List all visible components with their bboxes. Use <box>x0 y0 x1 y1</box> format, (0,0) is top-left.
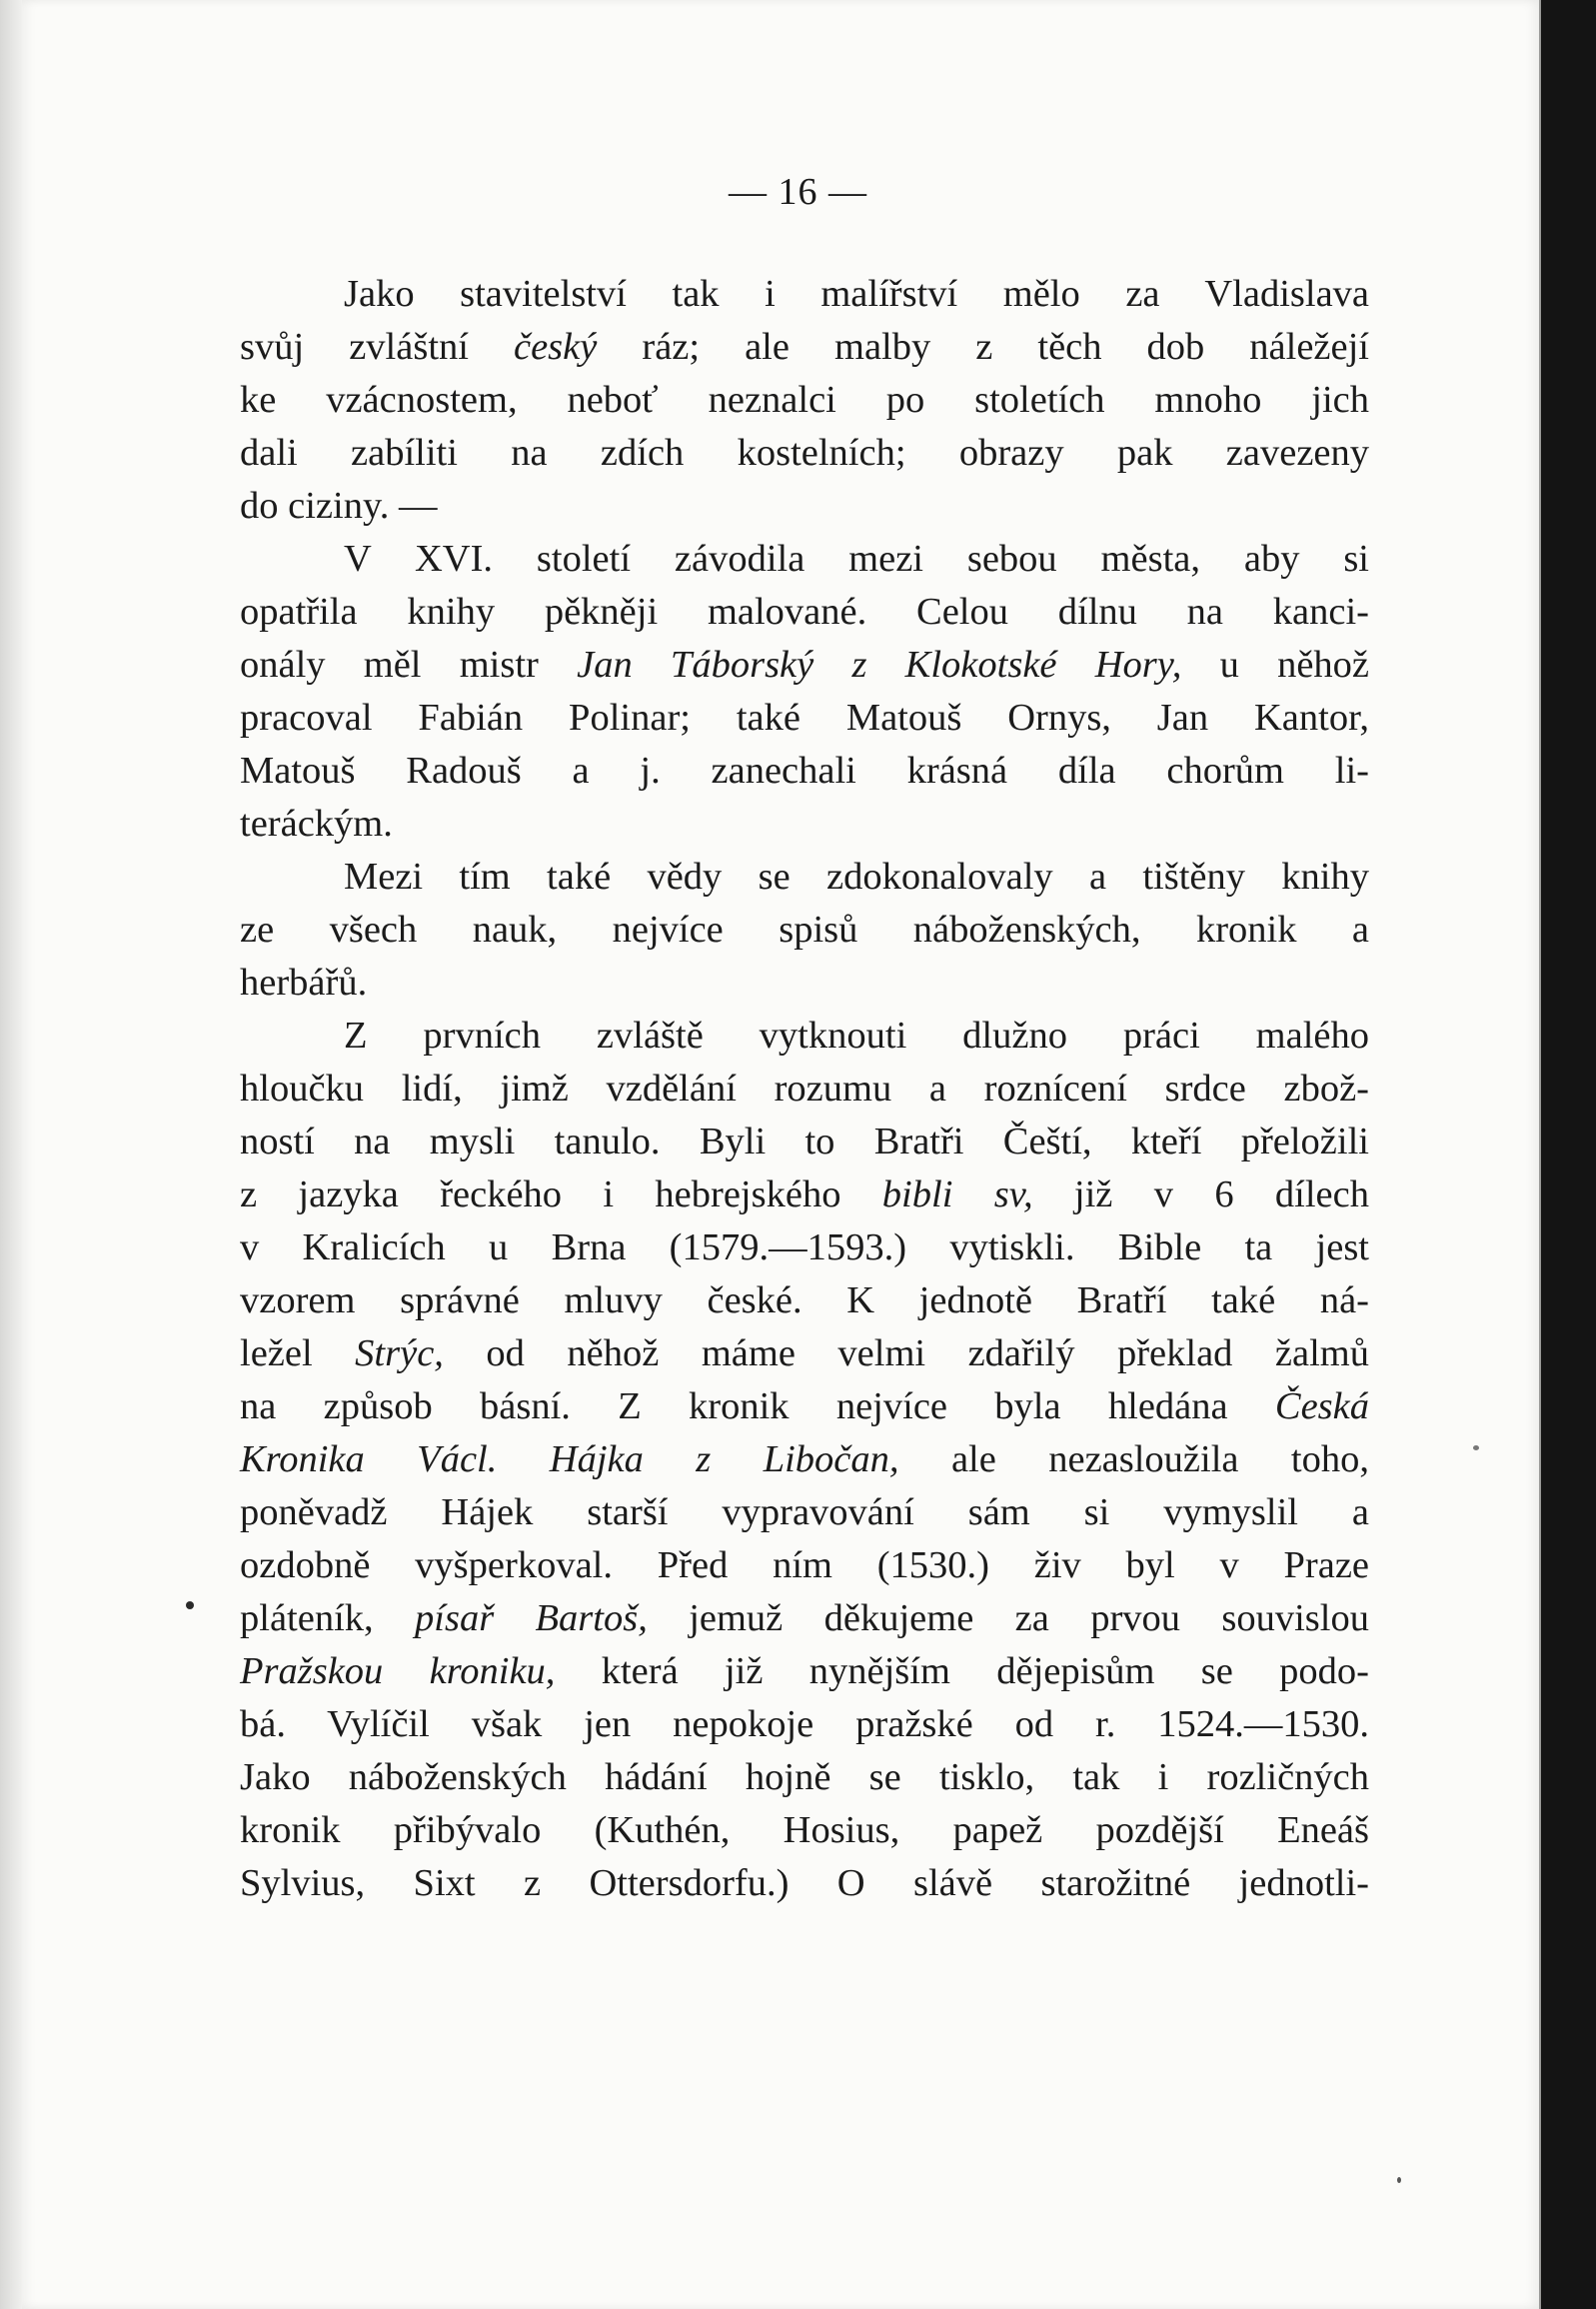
binding-shadow <box>0 0 22 2309</box>
ink-speck <box>1397 2177 1401 2183</box>
text-line <box>240 904 1369 957</box>
italic-text: Česká <box>1274 1385 1369 1427</box>
text-run: Jako náboženských hádání hojně se tisklo, tak i rozličných <box>240 1756 1369 1798</box>
italic-text: český <box>514 326 598 368</box>
body-text <box>240 268 1369 1910</box>
text-run: teráckým. <box>240 803 393 845</box>
text-run: kronik přibývalo (Kuthén, Hosius, papež pozdější Eneáš <box>240 1809 1369 1851</box>
text-run: svůj zvláštní <box>240 326 514 368</box>
text-run: vzorem správné mluvy české. K jednotě Bratří také ná- <box>240 1279 1369 1321</box>
italic-text: Kronika Václ. Hájka z Libočan, <box>240 1438 899 1480</box>
text-run: pláteník, <box>240 1597 416 1639</box>
text-run: ale nezasloužila toho, <box>898 1438 1369 1480</box>
text-run: poněvadž Hájek starší vypravování sám si vymyslil a <box>240 1491 1369 1533</box>
italic-text: bibli sv, <box>881 1173 1033 1215</box>
text-run: opatřila knihy pěkněji malované. Celou dílnu na kanci- <box>240 591 1369 633</box>
text-run: ráz; ale malby z těch dob náležejí <box>597 326 1370 368</box>
text-line <box>240 745 1369 798</box>
text-run: Mezi tím také vědy se zdokonalovaly a tištěny knihy <box>344 856 1369 898</box>
page-number: — 16 — <box>729 171 867 213</box>
text-line <box>240 427 1369 480</box>
text-line <box>240 1539 1369 1592</box>
italic-text: Strýc, <box>355 1332 444 1374</box>
text-run: u něhož <box>1181 644 1369 686</box>
text-run: v Kralicích u Brna (1579.—1593.) vytiskli. Bible ta jest <box>240 1226 1369 1268</box>
text-line <box>240 851 1369 904</box>
ink-speck <box>186 1601 194 1609</box>
text-line <box>240 1751 1369 1804</box>
text-run: V XVI. století závodila mezi sebou města, aby si <box>344 538 1369 580</box>
text-run: ze všech nauk, nejvíce spisů náboženských, kronik a <box>240 909 1369 951</box>
text-line <box>240 957 1369 1010</box>
text-run: ke vzácnostem, neboť neznalci po stoletích mnoho jich <box>240 379 1369 421</box>
text-line <box>240 374 1369 427</box>
text-run: již v 6 dílech <box>1032 1173 1369 1215</box>
text-line <box>240 1168 1369 1221</box>
text-line <box>240 1592 1369 1645</box>
text-line <box>240 1116 1369 1168</box>
text-line <box>240 1857 1369 1910</box>
text-run: bá. Vylíčil však jen nepokoje pražské od r. 1524.—1530. <box>240 1703 1369 1745</box>
text-line <box>240 533 1369 586</box>
italic-text: Pražskou kroniku, <box>240 1650 556 1692</box>
text-run: dali zabíliti na zdích kostelních; obrazy pak zavezeny <box>240 432 1369 474</box>
text-line <box>240 692 1369 745</box>
text-run: do ciziny. — <box>240 485 438 527</box>
text-run: Sylvius, Sixt z Ottersdorfu.) O slávě starožitné jednotli- <box>240 1862 1369 1904</box>
text-run: Jako stavitelství tak i malířství mělo za Vladislava <box>344 273 1369 315</box>
text-line <box>240 480 1369 533</box>
text-run: herbářů. <box>240 962 368 1004</box>
italic-text: písař Bartoš, <box>415 1597 648 1639</box>
ink-speck <box>1473 1445 1479 1450</box>
text-run: Matouš Radouš a j. zanechali krásná díla chorům li- <box>240 750 1369 792</box>
text-line <box>240 1274 1369 1327</box>
text-run: Z prvních zvláště vytknouti dlužno práci malého <box>344 1015 1369 1057</box>
text-run: která již nynějším dějepisům se podo- <box>555 1650 1369 1692</box>
dark-margin <box>1541 0 1596 2309</box>
text-line <box>240 268 1369 321</box>
text-line <box>240 798 1369 851</box>
text-line <box>240 1327 1369 1380</box>
text-run: z jazyka řeckého i hebrejského <box>240 1173 882 1215</box>
text-line <box>240 1433 1369 1486</box>
italic-text: Jan Táborský z Klokotské Hory, <box>577 644 1182 686</box>
text-run: jemuž děkujeme za prvou souvislou <box>647 1597 1369 1639</box>
text-line <box>240 1698 1369 1751</box>
text-line <box>240 1221 1369 1274</box>
text-run: ozdobně vyšperkoval. Před ním (1530.) živ byl v Praze <box>240 1544 1369 1586</box>
text-line <box>240 1380 1369 1433</box>
text-run: pracoval Fabián Polinar; také Matouš Ornys, Jan Kantor, <box>240 697 1369 739</box>
text-line <box>240 1010 1369 1063</box>
text-run: od něhož máme velmi zdařilý překlad žalmů <box>443 1332 1369 1374</box>
text-line <box>240 321 1369 374</box>
text-run: ležel <box>240 1332 356 1374</box>
text-run: ností na mysli tanulo. Byli to Bratři Čeští, kteří přeložili <box>240 1121 1369 1162</box>
text-line <box>240 586 1369 639</box>
text-run: hloučku lidí, jimž vzdělání rozumu a roznícení srdce zbož- <box>240 1068 1369 1110</box>
text-line <box>240 1645 1369 1698</box>
text-line <box>240 1063 1369 1116</box>
text-run: onály měl mistr <box>240 644 578 686</box>
text-line <box>240 1486 1369 1539</box>
text-run: na způsob básní. Z kronik nejvíce byla hledána <box>240 1385 1275 1427</box>
text-line <box>240 639 1369 692</box>
text-line <box>240 1804 1369 1857</box>
